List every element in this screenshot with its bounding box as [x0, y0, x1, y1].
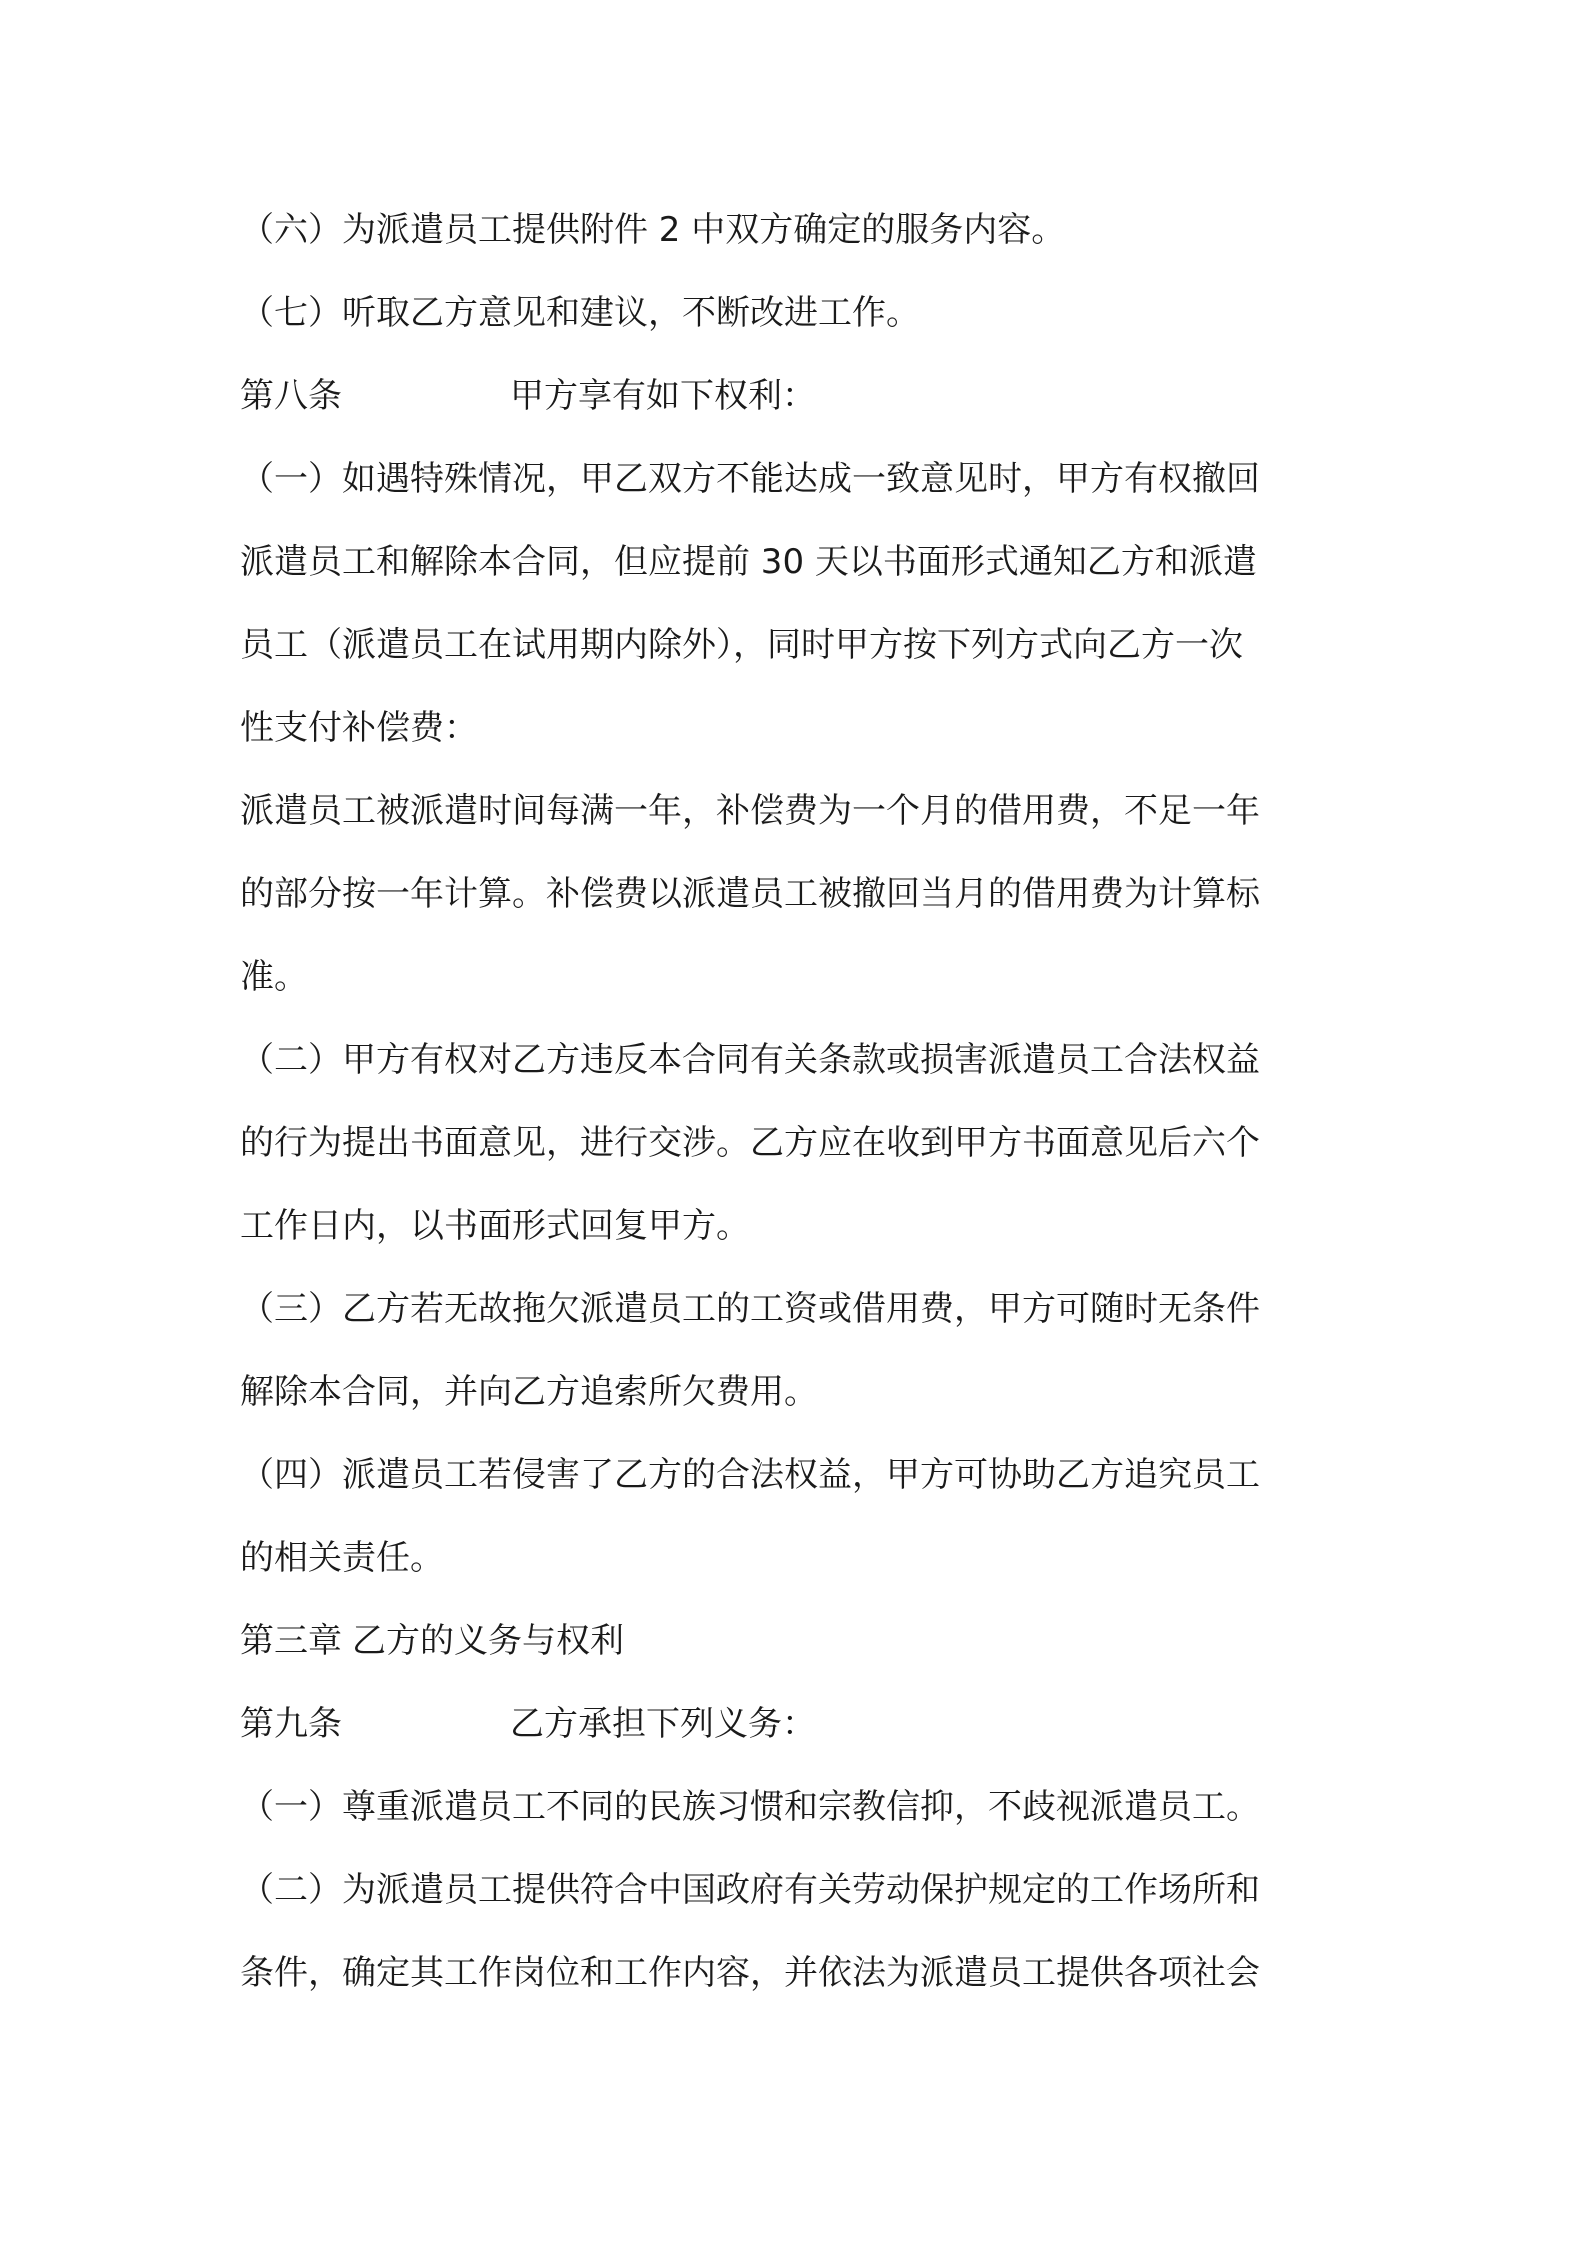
document-body [240, 198, 1360, 2024]
paragraph-line: （一）尊重派遣员工不同的民族习惯和宗教信抑，不歧视派遣员工。 [240, 1787, 1260, 1827]
paragraph-line: 的行为提出书面意见，进行交涉。乙方应在收到甲方书面意见后六个 [240, 1123, 1260, 1163]
paragraph-line: （二）甲方有权对乙方违反本合同有关条款或损害派遣员工合法权益 [240, 1040, 1260, 1080]
paragraph-line: 派遣员工被派遣时间每满一年，补偿费为一个月的借用费，不足一年 [240, 791, 1260, 831]
paragraph-line: （三）乙方若无故拖欠派遣员工的工资或借用费，甲方可随时无条件 [240, 1289, 1260, 1329]
paragraph-line: 解除本合同，并向乙方追索所欠费用。 [240, 1372, 818, 1412]
article-8-title: 甲方享有如下权利： [510, 376, 816, 416]
paragraph-line: 准。 [240, 957, 308, 997]
paragraph-line: （二）为派遣员工提供符合中国政府有关劳动保护规定的工作场所和 [240, 1870, 1260, 1910]
paragraph-line: （四）派遣员工若侵害了乙方的合法权益，甲方可协助乙方追究员工 [240, 1455, 1260, 1495]
paragraph-line: 派遣员工和解除本合同，但应提前 30 天以书面形式通知乙方和派遣 [240, 542, 1257, 582]
article-8-heading [240, 364, 1360, 447]
paragraph-line: 工作日内，以书面形式回复甲方。 [240, 1206, 750, 1246]
chapter-3-title: 乙方的义务与权利 [352, 1621, 624, 1661]
paragraph-line: 条件，确定其工作岗位和工作内容，并依法为派遣员工提供各项社会 [240, 1953, 1260, 1993]
chapter-3-heading [240, 1609, 1360, 1692]
paragraph-line: （一）如遇特殊情况，甲乙双方不能达成一致意见时，甲方有权撤回 [240, 459, 1260, 499]
chapter-3-label: 第三章 [240, 1621, 342, 1661]
paragraph-line: 员工（派遣员工在试用期内除外），同时甲方按下列方式向乙方一次 [240, 625, 1243, 665]
paragraph-line: 性支付补偿费： [240, 708, 478, 748]
paragraph-line: 的部分按一年计算。补偿费以派遣员工被撤回当月的借用费为计算标 [240, 874, 1260, 914]
article-9-label: 第九条 [240, 1704, 342, 1744]
paragraph-line: 的相关责任。 [240, 1538, 444, 1578]
article-9-heading [240, 1692, 1360, 1775]
article-9-title: 乙方承担下列义务： [510, 1704, 816, 1744]
article-8-label: 第八条 [240, 376, 342, 416]
clause-6: （六）为派遣员工提供附件 2 中双方确定的服务内容。 [240, 210, 1066, 250]
clause-7: （七）听取乙方意见和建议，不断改进工作。 [240, 293, 920, 333]
